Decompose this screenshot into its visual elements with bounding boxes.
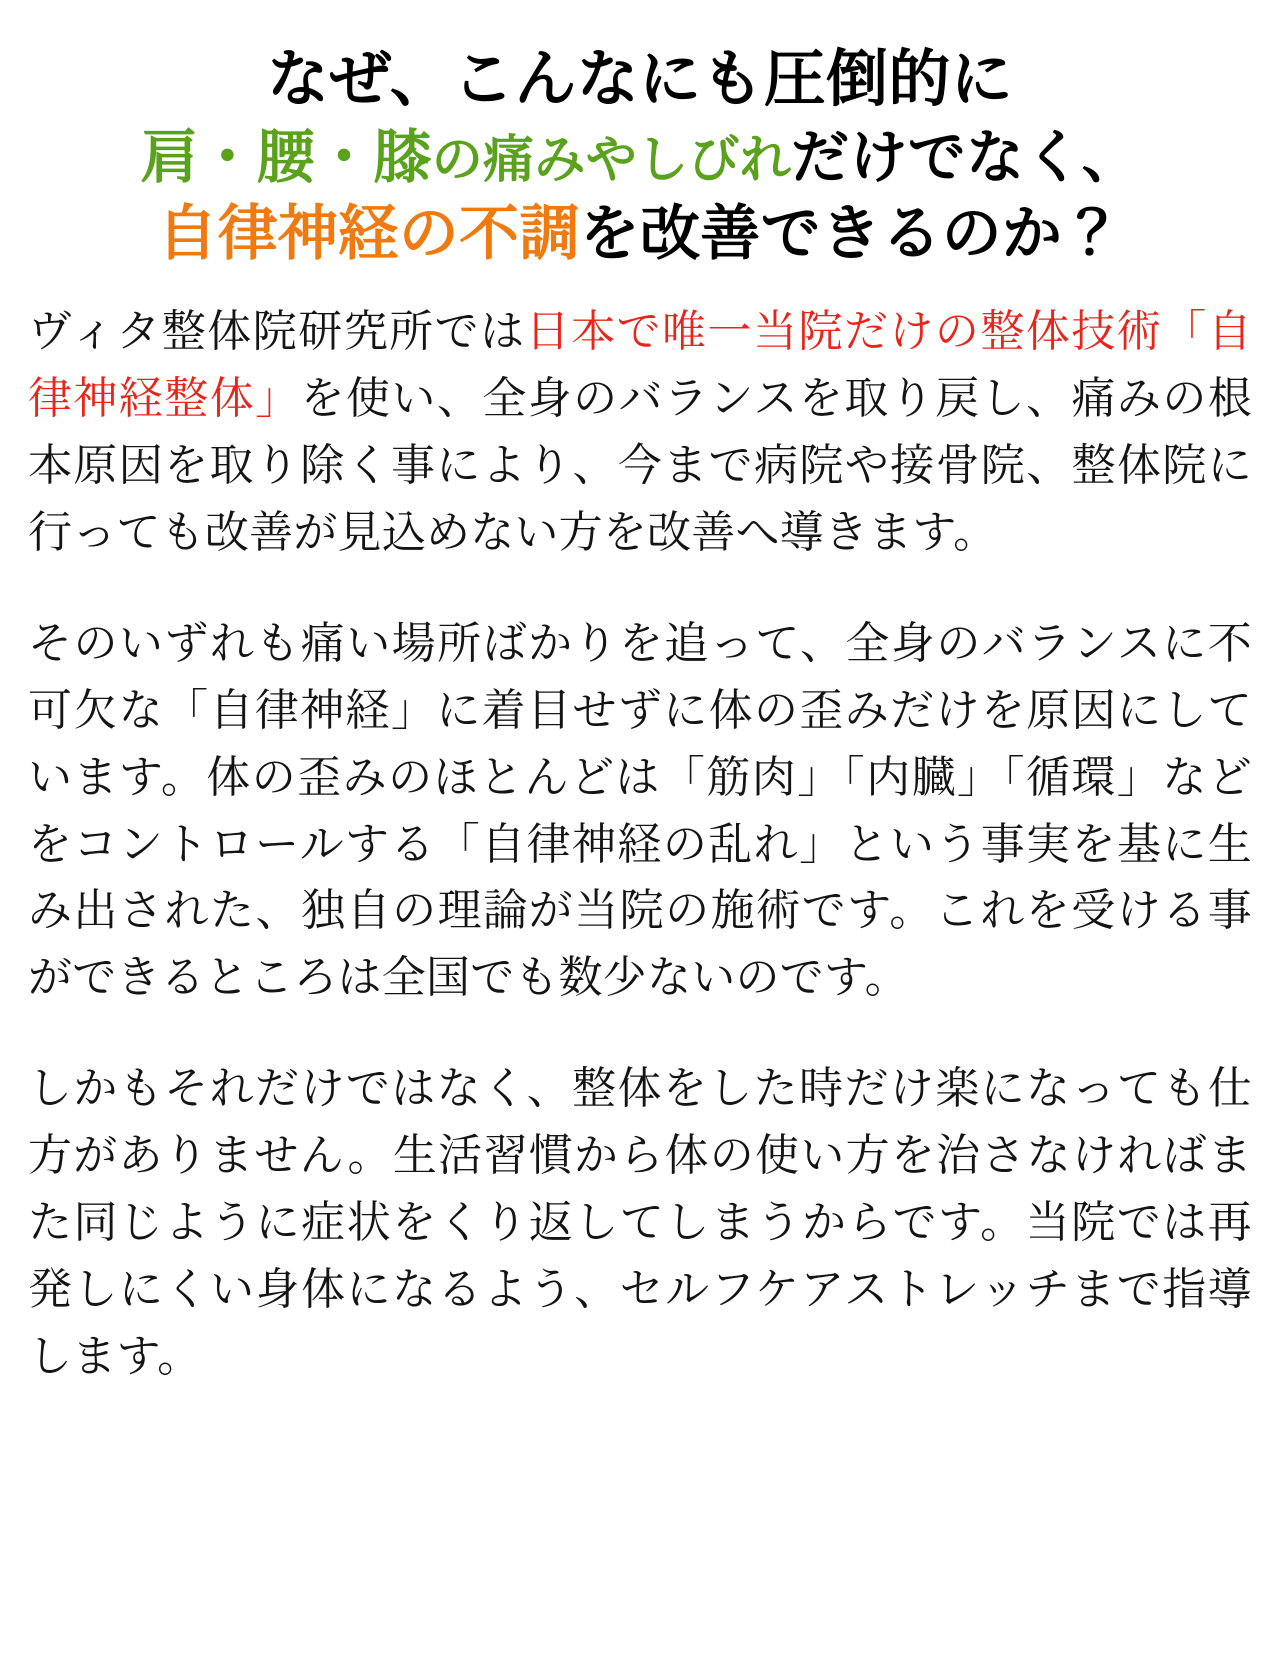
headline-line-1-text: なぜ、こんなにも圧倒的に (267, 42, 1013, 116)
headline-line-2 (28, 120, 1252, 195)
paragraph-1-tail: を使い、全身のバランスを取り戻し、痛みの根本原因を取り除く事により、今まで病院や接骨院、整体院に行っても改善が見込めない方を改善へ導きます。 (28, 373, 1252, 559)
body-copy (28, 299, 1252, 1390)
headline-line-3-tail: を改善できるのか？ (579, 199, 1123, 270)
paragraph-1-red-emphasis: 日本で唯一当院だけの整体技術「自律神経整体」 (28, 306, 1252, 425)
headline-line-1 (28, 39, 1252, 120)
paragraph-1 (28, 299, 1252, 567)
headline-orange-emphasis: 自律神経の不調 (157, 199, 580, 270)
paragraph-2: そのいずれも痛い場所ばかりを追って、全身のバランスに不可欠な「自律神経」に着目せずに体の歪みだけを原因にしています。体の歪みのほとんどは「筋肉」「内臓」「循環」などをコントロールする「自律神経の乱れ」という事実を基に生み出された、独自の理論が当院の施術です。これを受ける事ができるところは全国でも数少ないのです。 (28, 617, 1252, 1004)
headline-line-3 (28, 195, 1252, 273)
paragraph-3: しかもそれだけではなく、整体をした時だけ楽になっても仕方がありません。生活習慣から体の使い方を治さなければまた同じように症状をくり返してしまうからです。当院では再発しにくい身体になるよう、セルフケアストレッチまで指導します。 (28, 1063, 1252, 1382)
headline-line-2-tail: だけでなく、 (791, 123, 1140, 192)
paragraph-1-lead: ヴィタ整体院研究所では (28, 306, 526, 358)
headline-green-emphasis: 肩・腰・膝 (140, 123, 432, 192)
page-title (28, 39, 1252, 273)
headline-green-emphasis-small: の痛みやしびれ (431, 130, 792, 191)
